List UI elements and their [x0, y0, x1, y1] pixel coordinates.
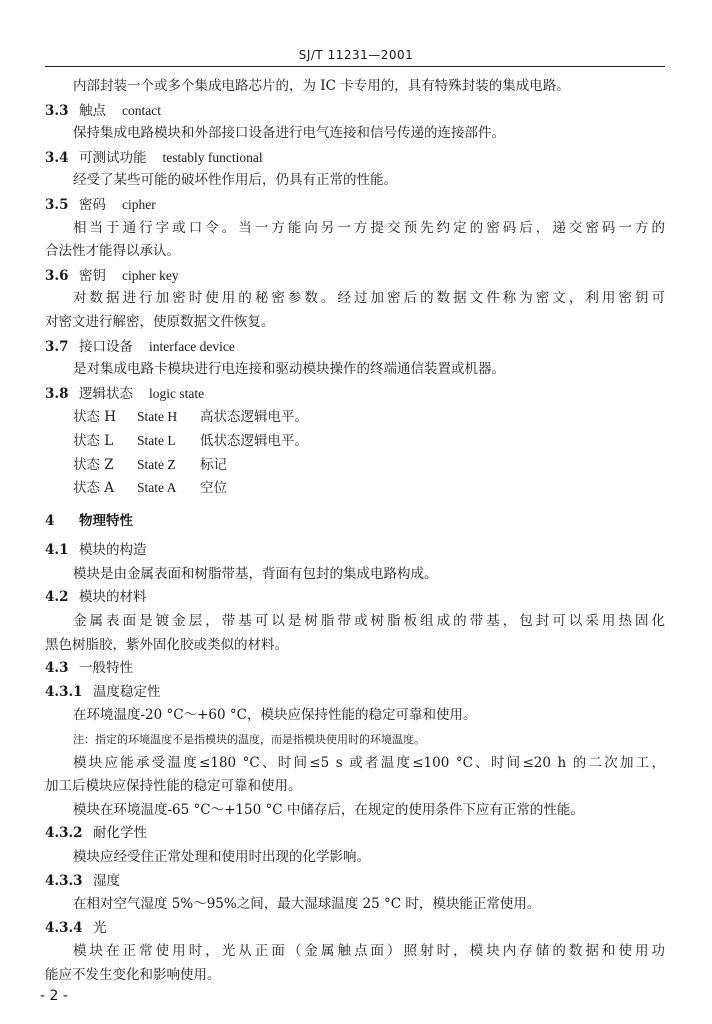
clause-4-3-3: [45, 870, 665, 894]
term-number: 3.7: [45, 338, 69, 355]
section-number: 4: [45, 512, 55, 529]
state-zh: 状态 Z: [73, 456, 114, 473]
clause-4-2: [45, 586, 665, 610]
state-desc: 标记: [200, 456, 227, 473]
intro-text: 内部封装一个或多个集成电路芯片的，为 IC 卡专用的，具有特殊封装的集成电路。: [73, 78, 570, 94]
clause-title: 模块的构造: [79, 542, 147, 559]
clause-4-3: [45, 657, 665, 681]
clause-number: 4.3.4: [45, 919, 83, 936]
term-zh: 接口设备: [79, 338, 133, 355]
state-zh: 状态 H: [73, 409, 117, 426]
clause-number: 4.3: [45, 660, 69, 677]
term-number: 3.3: [45, 102, 69, 119]
logic-state-row: [45, 405, 665, 429]
clause-text-cont: 黑色树脂胶，紫外固化胶或类似的材料。: [45, 636, 288, 653]
term-en: cipher: [122, 196, 156, 212]
clause-text: 在环境温度-20 °C～+60 °C，模块应保持性能的稳定可靠和使用。: [73, 707, 477, 724]
section-4-heading: [45, 510, 665, 534]
term-zh: 逻辑状态: [79, 385, 133, 402]
term-3-3: [45, 99, 665, 123]
page-number: - 2 -: [40, 988, 68, 1004]
clause-title: 一般特性: [79, 660, 133, 677]
clause-4-3-2: [45, 822, 665, 846]
logic-state-row: [45, 453, 665, 477]
term-number: 3.4: [45, 149, 69, 166]
clause-number: 4.1: [45, 542, 69, 559]
header-rule: [45, 66, 665, 67]
clause-text: 模块在环境温度-65 °C～+150 °C 中储存后，在规定的使用条件下应有正常的性能。: [73, 801, 584, 818]
term-definition-cont: 合法性才能得以承认。: [45, 243, 180, 260]
clause-text: 模块是由金属表面和树脂带基，背面有包封的集成电路构成。: [73, 565, 438, 582]
clause-text: 模块在正常使用时，光从正面（金属触点面）照射时，模块内存储的数据和使用功: [73, 943, 665, 960]
section-title: 物理特性: [79, 512, 133, 529]
term-en: testably functional: [162, 149, 263, 165]
clause-number: 4.3.2: [45, 825, 83, 842]
state-en: State A: [137, 480, 177, 496]
term-zh: 触点: [79, 102, 106, 119]
term-en: interface device: [149, 338, 235, 354]
clause-4-3-1: [45, 681, 665, 705]
clause-text: 在相对空气湿度 5%～95%之间，最大湿球温度 25 °C 时，模块能正常使用。: [73, 896, 541, 913]
clause-text: 模块应能承受温度≤180 °C、时间≤5 s 或者温度≤100 °C、时间≤20 h 的二次加工，: [73, 754, 665, 771]
clause-text-cont: 能应不发生变化和影响使用。: [45, 966, 221, 983]
page-content: [45, 75, 665, 988]
term-3-5: [45, 193, 665, 217]
state-desc: 低状态逻辑电平。: [200, 432, 308, 449]
term-definition: 相当于通行字或口令。当一方能向另一方提交预先约定的密码后，递交密码一方的: [73, 219, 665, 236]
term-number: 3.5: [45, 196, 69, 213]
document-header: SJ/T 11231—2001: [298, 48, 414, 62]
term-number: 3.8: [45, 385, 69, 402]
clause-note: 注：指定的环境温度不是指模块的温度，而是指模块使用时的环境温度。: [73, 733, 425, 747]
term-number: 3.6: [45, 267, 69, 284]
clause-number: 4.3.3: [45, 872, 83, 889]
logic-state-row: [45, 476, 665, 500]
term-zh: 密码: [79, 196, 106, 213]
clause-text: 模块应经受住正常处理和使用时出现的化学影响。: [73, 849, 370, 865]
term-definition-cont: 对密文进行解密，使原数据文件恢复。: [45, 313, 275, 330]
clause-number: 4.3.1: [45, 683, 83, 700]
clause-4-3-4: [45, 917, 665, 941]
clause-title: 湿度: [93, 872, 120, 889]
term-3-4: [45, 146, 665, 170]
term-definition: 保持集成电路模块和外部接口设备进行电气连接和信号传递的连接部件。: [73, 125, 505, 142]
clause-title: 光: [93, 919, 107, 936]
term-definition: 是对集成电路卡模块进行电连接和驱动模块操作的终端通信装置或机器。: [73, 361, 505, 378]
state-desc: 高状态逻辑电平。: [200, 409, 308, 426]
term-3-8: [45, 382, 665, 406]
clause-title: 模块的材料: [79, 589, 147, 606]
clause-title: 温度稳定性: [93, 683, 161, 700]
term-zh: 密钥: [79, 267, 106, 284]
term-en: logic state: [149, 385, 205, 401]
clause-4-1: [45, 539, 665, 563]
term-definition: 对数据进行加密时使用的秘密参数。经过加密后的数据文件称为密文，利用密钥可: [73, 290, 665, 307]
state-zh: 状态 A: [73, 480, 115, 497]
state-en: State H: [137, 409, 178, 425]
term-definition: 经受了某些可能的破坏性作用后，仍具有正常的性能。: [73, 172, 397, 189]
term-3-7: [45, 335, 665, 359]
clause-text-cont: 加工后模块应保持性能的稳定可靠和使用。: [45, 778, 302, 795]
term-3-6: [45, 264, 665, 288]
term-en: cipher key: [122, 267, 179, 283]
term-en: contact: [122, 102, 161, 118]
state-en: State L: [137, 432, 176, 448]
state-desc: 空位: [200, 480, 227, 497]
clause-text: 金属表面是镀金层，带基可以是树脂带或树脂板组成的带基，包封可以采用热固化: [73, 613, 665, 630]
state-zh: 状态 L: [73, 432, 114, 449]
clause-title: 耐化学性: [93, 825, 147, 842]
clause-number: 4.2: [45, 589, 69, 606]
state-en: State Z: [137, 456, 176, 472]
logic-state-row: [45, 429, 665, 453]
term-zh: 可测试功能: [79, 149, 147, 166]
